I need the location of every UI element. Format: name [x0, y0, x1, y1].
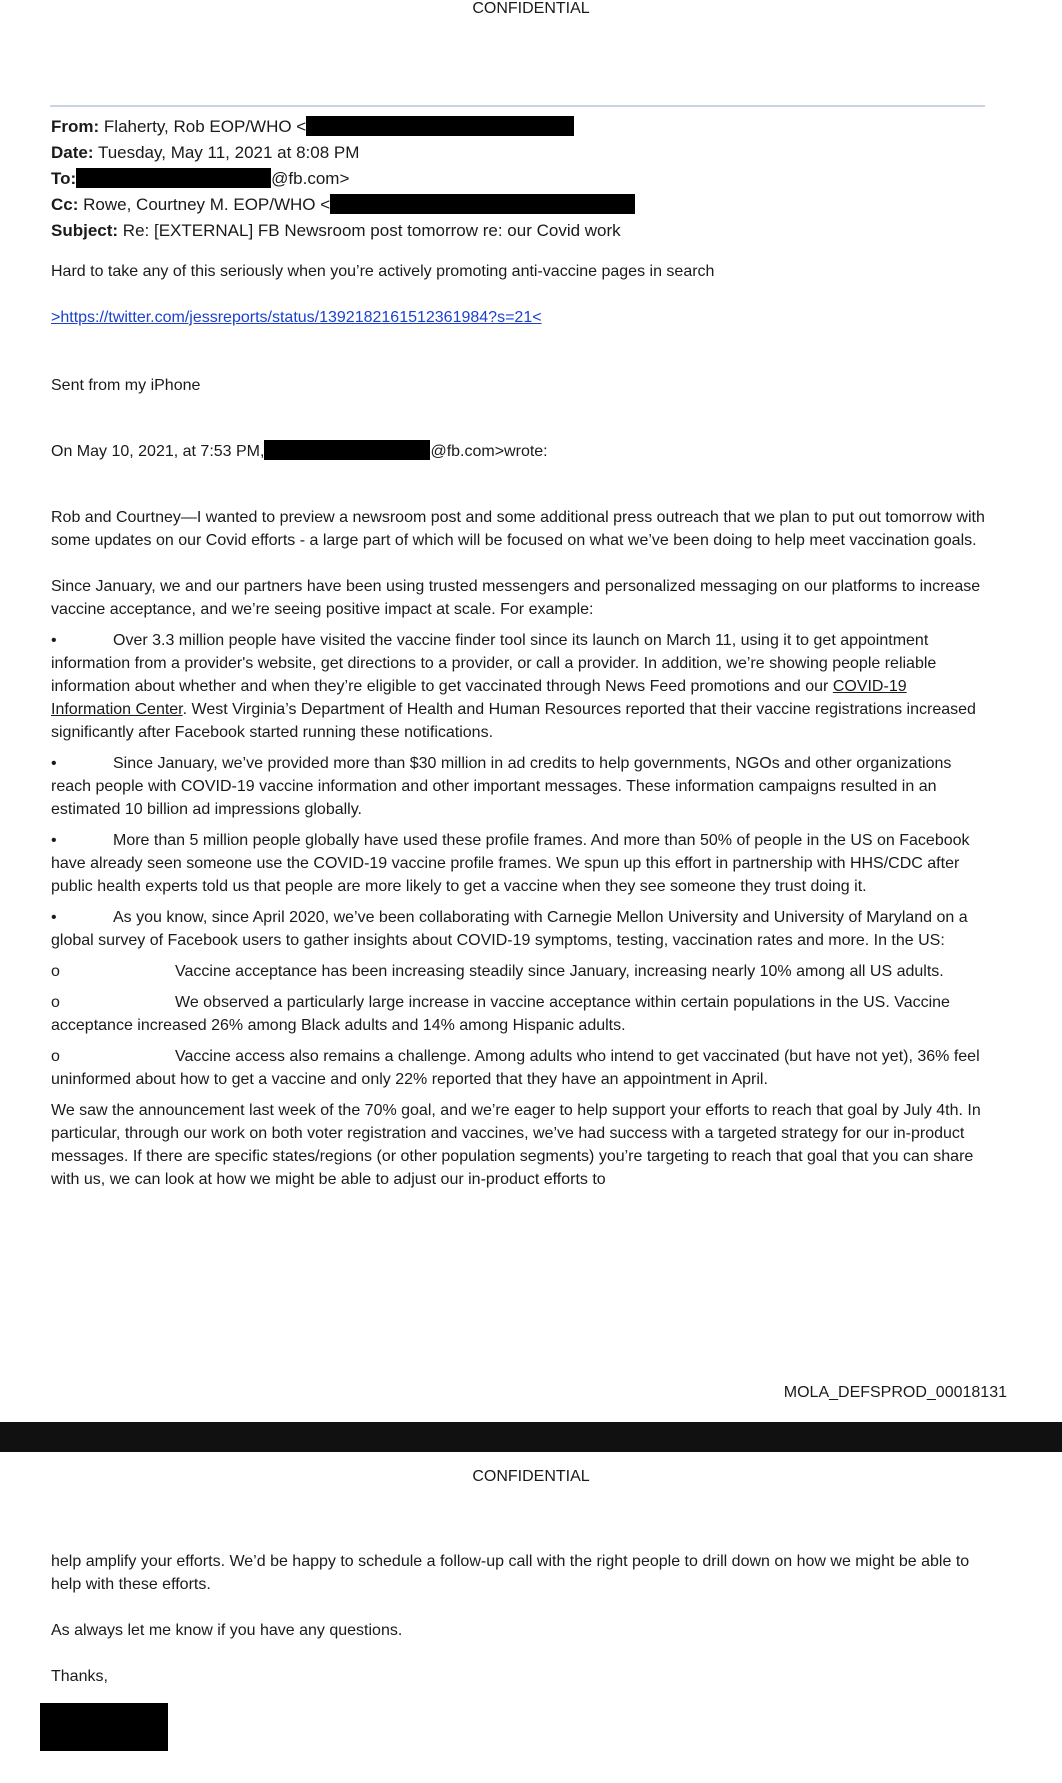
bullet-item: • As you know, since April 2020, we’ve been collaborating with Carnegie Mellon University and University of Maryland on a global survey of Facebook users to gather insights about COVID-19 symptoms, testing, vaccination rates and more. In the US:: [51, 906, 986, 952]
paragraph-goal: We saw the announcement last week of the 70% goal, and we’re eager to help support your efforts to reach that goal by July 4th. In particular, through our work on both voter registration and vaccines, we’ve had success with a targeted strategy for our in-product messages. If there are specific states/regions (or other population segments) you’re targeting to reach that goal that you can share with us, we can look at how we might be able to adjust our in-product efforts to: [51, 1102, 981, 1188]
from-line: From: Flaherty, Rob EOP/WHO <: [51, 114, 635, 140]
bullet-symbol: •: [51, 755, 57, 772]
date-line: Date: Tuesday, May 11, 2021 at 8:08 PM: [51, 143, 360, 162]
paragraph-intro: Rob and Courtney—I wanted to preview a newsroom post and some additional press outreach that we plan to put out tomorrow with some updates on our Covid efforts - a large part of which will be focused on what we’ve been doing to help meet vaccination goals.: [51, 509, 985, 549]
confidential-label-page2: CONFIDENTIAL: [472, 1468, 590, 1485]
cc-line: Cc: Rowe, Courtney M. EOP/WHO <: [51, 192, 635, 218]
message-body: [51, 506, 986, 1191]
bullet-symbol: •: [51, 909, 57, 926]
redaction-box: [330, 194, 635, 214]
paragraph-since-january: Since January, we and our partners have been using trusted messengers and personalized messaging on our platforms to increase vaccine acceptance, and we’re seeing positive impact at scale. For example:: [51, 578, 981, 618]
redaction-box: [264, 440, 430, 460]
subject-line: Subject: Re: [EXTERNAL] FB Newsroom post tomorrow re: our Covid work: [51, 221, 621, 240]
sub-bullet-symbol: o: [51, 963, 60, 980]
header-divider: [50, 105, 985, 107]
bullet-item: • Over 3.3 million people have visited the vaccine finder tool since its launch on March 11, using it to get appointment information from a provider's website, get directions to a provider, or call a provider. In addition, we’re showing people reliable information about whether and when they’re eligible to get vaccinated through News Feed promotions and our COVID-19 Information Center. West Virginia’s Department of Health and Human Resources reported that their vaccine registrations increased significantly after Facebook started running these notifications.: [51, 629, 986, 744]
sub-bullet-symbol: o: [51, 1048, 60, 1065]
tweet-link-container: [51, 306, 986, 329]
sign-off: Thanks,: [51, 1668, 108, 1685]
page-separator: [0, 1422, 1062, 1452]
date-value: Tuesday, May 11, 2021 at 8:08 PM: [97, 143, 360, 162]
bullet-symbol: •: [51, 832, 57, 849]
signature-redaction: [40, 1703, 168, 1751]
sent-from: Sent from my iPhone: [51, 377, 201, 394]
tweet-link[interactable]: >https://twitter.com/jessreports/status/1392182161512361984?s=21<: [51, 309, 542, 326]
confidential-label: CONFIDENTIAL: [472, 0, 590, 17]
cc-value: Rowe, Courtney M. EOP/WHO <: [83, 195, 331, 214]
to-line: To: @fb.com>: [51, 169, 350, 188]
bullet-item: • More than 5 million people globally have used these profile frames. And more than 50% of people in the US on Facebook have already seen someone use the COVID-19 vaccine profile frames. We spun up this effort in partnership with HHS/CDC after public health experts told us that people are more likely to get a vaccine when they see someone they trust doing it.: [51, 829, 986, 898]
sub-bullet-item: o We observed a particularly large increase in vaccine acceptance within certain populations in the US. Vaccine acceptance increased 26% among Black adults and 14% among Hispanic adults.: [51, 991, 986, 1037]
sub-bullet-symbol: o: [51, 994, 60, 1011]
bates-number: MOLA_DEFSPROD_00018131: [783, 1384, 1007, 1401]
sub-bullet-item: o Vaccine access also remains a challenge. Among adults who intend to get vaccinated (but have not yet), 36% feel uninformed about how to get a vaccine and only 22% reported that they have an appointment in April.: [51, 1045, 986, 1091]
redaction-box: [76, 168, 271, 188]
from-value: Flaherty, Rob EOP/WHO <: [103, 117, 307, 136]
paragraph-questions: As always let me know if you have any questions.: [51, 1622, 403, 1639]
to-value: @fb.com>: [271, 169, 350, 188]
email-header: [51, 114, 635, 244]
subject-value: Re: [EXTERNAL] FB Newsroom post tomorrow re: our Covid work: [122, 221, 621, 240]
message-body-page2: [51, 1550, 986, 1688]
bullet-symbol: •: [51, 632, 57, 649]
reply-line: Hard to take any of this seriously when you’re actively promoting anti-vaccine pages in search: [51, 263, 715, 280]
covid-info-center-link[interactable]: COVID-19 Information Center: [51, 678, 907, 718]
sub-bullet-item: o Vaccine acceptance has been increasing steadily since January, increasing nearly 10% among all US adults.: [51, 960, 986, 983]
paragraph-amplify: help amplify your efforts. We’d be happy to schedule a follow-up call with the right people to drill down on how we might be able to help with these efforts.: [51, 1553, 970, 1593]
redaction-box: [306, 116, 574, 136]
bullet-item: • Since January, we’ve provided more than $30 million in ad credits to help governments, NGOs and other organizations reach people with COVID-19 vaccine information and other important messages. These information campaigns resulted in an estimated 10 billion ad impressions globally.: [51, 752, 986, 821]
quoted-header: On May 10, 2021, at 7:53 PM, @fb.com>wrote:: [51, 440, 986, 463]
